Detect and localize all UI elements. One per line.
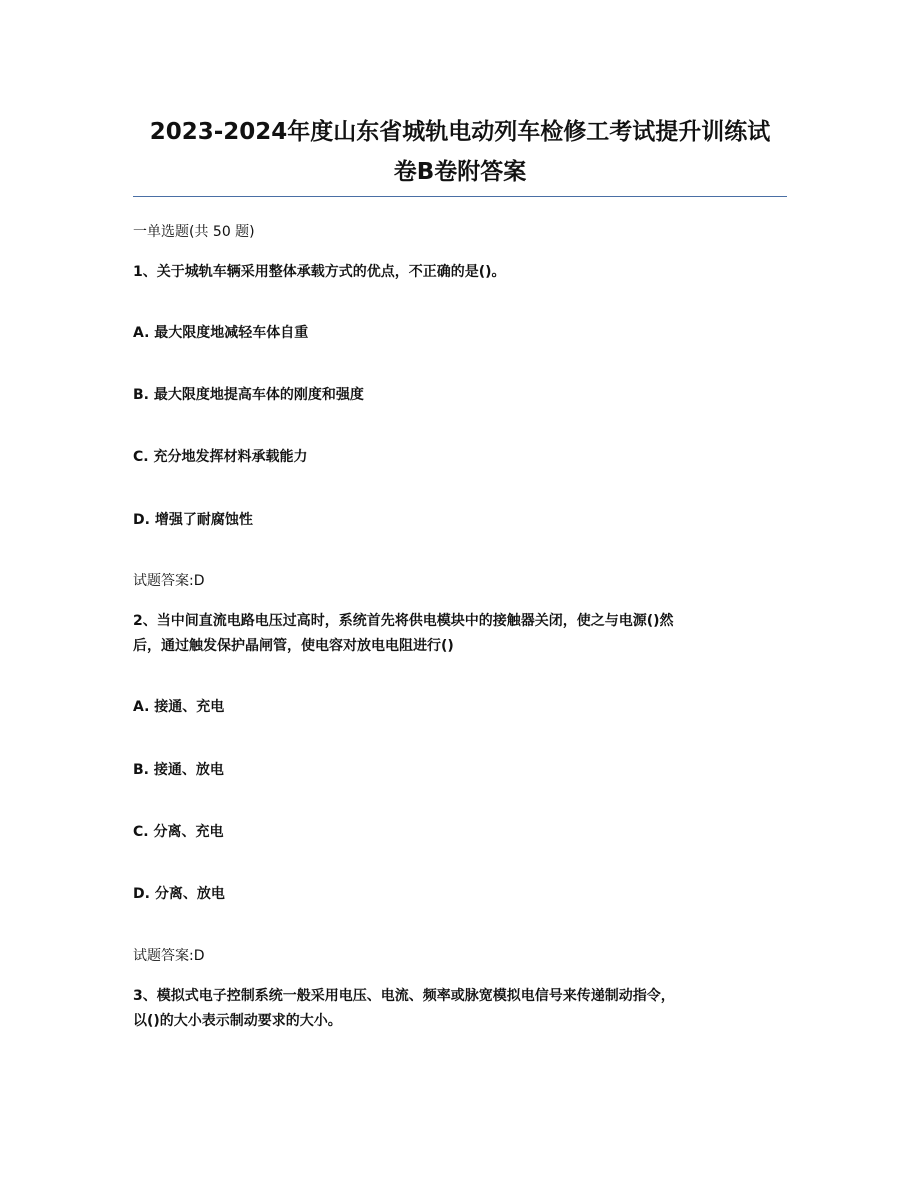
question-2-answer: 试题答案:D (133, 948, 205, 964)
question-2-option-c: C. 分离、充电 (133, 824, 224, 840)
question-2-stem-line-1: 2、当中间直流电路电压过高时，系统首先将供电模块中的接触器关闭，使之与电源()然 (133, 613, 674, 629)
question-1-answer: 试题答案:D (133, 573, 205, 589)
section-heading: 一单选题(共 50 题) (133, 224, 255, 240)
question-3-stem-line-2: 以()的大小表示制动要求的大小。 (133, 1013, 342, 1029)
question-2-option-d: D. 分离、放电 (133, 886, 225, 902)
question-1-option-d: D. 增强了耐腐蚀性 (133, 512, 253, 528)
question-1-option-b: B. 最大限度地提高车体的刚度和强度 (133, 387, 364, 403)
title-divider (133, 196, 787, 197)
question-2-stem-line-2: 后，通过触发保护晶闸管，使电容对放电电阻进行() (133, 638, 454, 654)
question-2-option-b: B. 接通、放电 (133, 762, 224, 778)
question-1-option-a: A. 最大限度地减轻车体自重 (133, 325, 309, 341)
question-1-stem: 1、关于城轨车辆采用整体承载方式的优点，不正确的是()。 (133, 264, 506, 280)
document-title-line-2: 卷B卷附答案 (393, 159, 527, 185)
document-title (120, 112, 800, 192)
question-3-stem-line-1: 3、模拟式电子控制系统一般采用电压、电流、频率或脉宽模拟电信号来传递制动指令， (133, 988, 675, 1004)
document-title-line-1: 2023-2024年度山东省城轨电动列车检修工考试提升训练试 (149, 119, 771, 145)
question-1-option-c: C. 充分地发挥材料承载能力 (133, 449, 308, 465)
question-2-option-a: A. 接通、充电 (133, 699, 225, 715)
